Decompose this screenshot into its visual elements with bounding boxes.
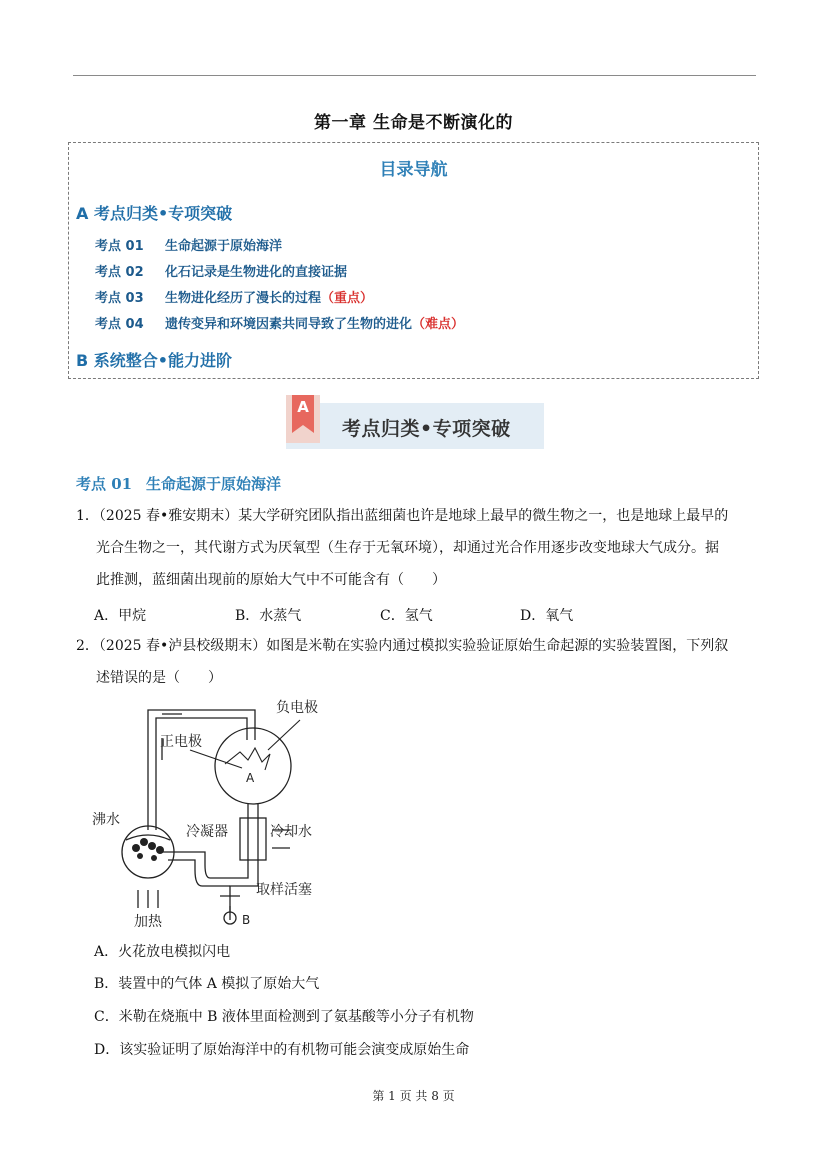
q2-option-a[interactable]: A．火花放电模拟闪电 — [94, 944, 231, 960]
section-banner — [286, 395, 544, 453]
question-2-line-1: 2．（2025 春•泸县校级期末）如图是米勒在实验内通过模拟实验验证原始生命起源的实验装置图，下列叙 — [76, 638, 729, 654]
toc-item-mark: （重点） — [321, 291, 374, 306]
spark-icon — [225, 748, 270, 770]
toc-section-b[interactable]: B 系统整合•能力进阶 — [76, 351, 232, 370]
label-liquid-b: B — [242, 913, 251, 927]
question-2 — [76, 630, 756, 694]
toc-item-text: 化石记录是生物进化的直接证据 — [165, 265, 348, 280]
toc-item-mark: （难点） — [412, 317, 465, 332]
toc-item-code: 考点 04 — [95, 317, 144, 332]
q2-option-c[interactable]: C．米勒在烧瓶中 B 液体里面检测到了氨基酸等小分子有机物 — [94, 1009, 474, 1025]
toc-item-01[interactable] — [95, 235, 282, 254]
label-gas-a: A — [246, 771, 255, 785]
toc-item-04[interactable] — [95, 313, 464, 332]
q1-option-c[interactable]: C．氢气 — [380, 608, 433, 624]
question-2-line-2: 述错误的是（ ） — [96, 670, 222, 686]
banner-text: 考点归类•专项突破 — [342, 418, 511, 440]
header-rule — [73, 75, 756, 76]
kaodian-code: 考点 01 — [76, 475, 133, 493]
toc-section-a[interactable]: A 考点归类•专项突破 — [76, 204, 233, 223]
page-footer: 第 1 页 共 8 页 — [372, 1089, 455, 1103]
miller-apparatus-figure — [90, 690, 370, 930]
toc-item-code: 考点 01 — [95, 239, 144, 254]
kaodian-heading — [76, 473, 281, 494]
chapter-title: 第一章 生命是不断演化的 — [314, 113, 513, 133]
label-sampling-valve: 取样活塞 — [256, 882, 312, 898]
toc-item-03[interactable] — [95, 287, 373, 306]
question-1-line-2: 光合生物之一，其代谢方式为厌氧型（生存于无氧环境），却通过光合作用逐步改变地球大气成分。据 — [96, 540, 719, 556]
banner-letter: A — [297, 398, 309, 416]
tube-outer-left — [148, 710, 255, 830]
q2-option-d[interactable]: D．该实验证明了原始海洋中的有机物可能会演变成原始生命 — [94, 1042, 470, 1058]
label-heating: 加热 — [134, 914, 162, 930]
condenser-tube — [248, 804, 258, 872]
q1-option-b[interactable]: B．水蒸气 — [235, 608, 302, 624]
condenser-jacket — [240, 818, 266, 860]
kaodian-title: 生命起源于原始海洋 — [146, 475, 282, 493]
label-boiling-water: 沸水 — [92, 812, 120, 828]
toc-item-text: 遗传变异和环境因素共同导致了生物的进化 — [165, 317, 413, 332]
label-cooling-water: 冷却水 — [270, 824, 312, 840]
toc-item-code: 考点 02 — [95, 265, 144, 280]
question-1-line-3: 此推测，蓝细菌出现前的原始大气中不可能含有（ ） — [96, 572, 446, 588]
toc-item-text: 生命起源于原始海洋 — [165, 239, 283, 254]
label-positive-electrode: 正电极 — [160, 734, 202, 750]
label-negative-electrode: 负电极 — [276, 700, 318, 716]
toc-item-02[interactable] — [95, 261, 347, 280]
toc-title: 目录导航 — [379, 160, 448, 180]
question-1-line-1: 1．（2025 春•雅安期末）某大学研究团队指出蓝细菌也许是地球上最早的微生物之一，也是地球上最早的 — [76, 508, 729, 524]
q2-option-b[interactable]: B．装置中的气体 A 模拟了原始大气 — [94, 976, 320, 992]
label-condenser: 冷凝器 — [186, 824, 228, 840]
question-1 — [76, 500, 756, 596]
toc-item-text: 生物进化经历了漫长的过程 — [165, 291, 322, 306]
q1-option-a[interactable]: A．甲烷 — [94, 608, 147, 624]
toc-item-code: 考点 03 — [95, 291, 144, 306]
banner-notch — [292, 425, 314, 437]
q1-option-d[interactable]: D．氧气 — [520, 608, 574, 624]
